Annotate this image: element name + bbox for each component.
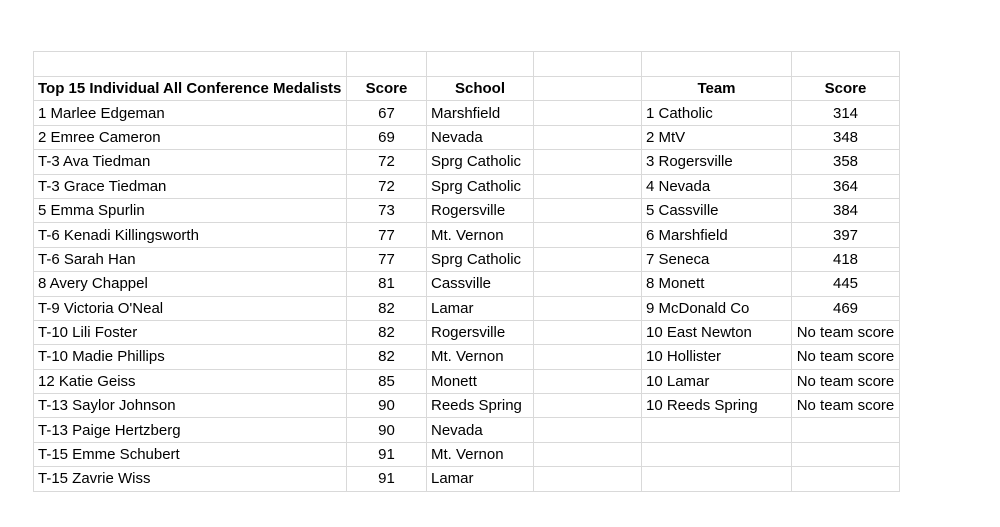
empty-cell[interactable] <box>534 223 642 247</box>
team-score-header[interactable]: Score <box>792 77 900 101</box>
team-score-cell[interactable] <box>792 418 900 442</box>
header-row <box>34 77 900 101</box>
medalist-name-cell[interactable]: 8 Avery Chappel <box>34 272 347 296</box>
medalist-school-cell[interactable]: Lamar <box>427 467 534 491</box>
team-name-cell[interactable]: 7 Seneca <box>642 247 792 271</box>
cell[interactable] <box>347 52 427 77</box>
school-header[interactable]: School <box>427 77 534 101</box>
team-score-cell[interactable]: 348 <box>792 125 900 149</box>
medalist-name-cell[interactable]: 12 Katie Geiss <box>34 369 347 393</box>
empty-cell[interactable] <box>534 198 642 222</box>
medalist-school-cell[interactable]: Rogersville <box>427 198 534 222</box>
empty-cell[interactable] <box>534 369 642 393</box>
team-score-cell[interactable] <box>792 467 900 491</box>
team-name-cell[interactable] <box>642 418 792 442</box>
empty-cell[interactable] <box>534 345 642 369</box>
medalist-school-cell[interactable]: Reeds Spring <box>427 394 534 418</box>
empty-cell[interactable] <box>534 467 642 491</box>
medalist-name-cell[interactable]: 5 Emma Spurlin <box>34 198 347 222</box>
table-row <box>34 369 900 393</box>
team-score-cell[interactable]: 397 <box>792 223 900 247</box>
table-row <box>34 272 900 296</box>
medalist-score-cell[interactable]: 72 <box>347 174 427 198</box>
team-name-cell[interactable]: 3 Rogersville <box>642 150 792 174</box>
medalist-score-cell[interactable]: 69 <box>347 125 427 149</box>
medalist-name-cell[interactable]: 1 Marlee Edgeman <box>34 101 347 125</box>
team-score-cell[interactable]: 364 <box>792 174 900 198</box>
team-name-cell[interactable]: 2 MtV <box>642 125 792 149</box>
medalist-school-cell[interactable]: Marshfield <box>427 101 534 125</box>
table-row <box>34 125 900 149</box>
cell[interactable] <box>427 52 534 77</box>
medalist-name-cell[interactable]: 2 Emree Cameron <box>34 125 347 149</box>
results-spreadsheet <box>33 51 900 492</box>
medalist-school-cell[interactable]: Cassville <box>427 272 534 296</box>
medalist-name-cell[interactable]: T-9 Victoria O'Neal <box>34 296 347 320</box>
team-score-cell[interactable]: 314 <box>792 101 900 125</box>
table-row <box>34 223 900 247</box>
table-row <box>34 418 900 442</box>
medalist-score-cell[interactable]: 77 <box>347 247 427 271</box>
team-score-cell[interactable]: No team score <box>792 320 900 344</box>
empty-header-cell[interactable] <box>534 77 642 101</box>
medalist-school-cell[interactable]: Sprg Catholic <box>427 247 534 271</box>
cell[interactable] <box>34 52 347 77</box>
medalist-score-cell[interactable]: 90 <box>347 418 427 442</box>
table-row <box>34 296 900 320</box>
empty-cell[interactable] <box>534 418 642 442</box>
medalist-school-cell[interactable]: Sprg Catholic <box>427 174 534 198</box>
empty-cell[interactable] <box>534 174 642 198</box>
medalist-name-cell[interactable]: T-6 Kenadi Killingsworth <box>34 223 347 247</box>
medalist-school-cell[interactable]: Nevada <box>427 125 534 149</box>
team-name-cell[interactable] <box>642 467 792 491</box>
medalist-score-cell[interactable]: 91 <box>347 467 427 491</box>
empty-cell[interactable] <box>534 394 642 418</box>
medalist-score-cell[interactable]: 72 <box>347 150 427 174</box>
medalist-school-cell[interactable]: Lamar <box>427 296 534 320</box>
team-score-cell[interactable]: 445 <box>792 272 900 296</box>
team-name-cell[interactable]: 10 East Newton <box>642 320 792 344</box>
table-row <box>34 394 900 418</box>
team-name-cell[interactable]: 6 Marshfield <box>642 223 792 247</box>
empty-cell[interactable] <box>534 272 642 296</box>
team-score-cell[interactable] <box>792 442 900 466</box>
medalist-score-cell[interactable]: 81 <box>347 272 427 296</box>
medalist-school-cell[interactable]: Mt. Vernon <box>427 442 534 466</box>
medalist-name-cell[interactable]: T-6 Sarah Han <box>34 247 347 271</box>
medalist-score-cell[interactable]: 82 <box>347 296 427 320</box>
medalist-name-cell[interactable]: T-3 Ava Tiedman <box>34 150 347 174</box>
medalist-school-cell[interactable]: Rogersville <box>427 320 534 344</box>
empty-cell[interactable] <box>534 320 642 344</box>
medalist-score-cell[interactable]: 77 <box>347 223 427 247</box>
table-row <box>34 150 900 174</box>
medalist-school-cell[interactable]: Mt. Vernon <box>427 223 534 247</box>
table-row <box>34 467 900 491</box>
medalist-school-cell[interactable]: Monett <box>427 369 534 393</box>
empty-cell[interactable] <box>534 296 642 320</box>
medalist-score-cell[interactable]: 67 <box>347 101 427 125</box>
cell[interactable] <box>642 52 792 77</box>
medalist-score-cell[interactable]: 82 <box>347 320 427 344</box>
cell[interactable] <box>534 52 642 77</box>
team-name-cell[interactable]: 10 Hollister <box>642 345 792 369</box>
spreadsheet-body <box>34 52 900 492</box>
team-score-cell[interactable]: 358 <box>792 150 900 174</box>
table-row <box>34 101 900 125</box>
table-row <box>34 320 900 344</box>
medalist-score-cell[interactable]: 90 <box>347 394 427 418</box>
medalist-school-cell[interactable]: Nevada <box>427 418 534 442</box>
team-score-cell[interactable]: No team score <box>792 345 900 369</box>
medalist-name-cell[interactable]: T-15 Emme Schubert <box>34 442 347 466</box>
medalist-score-cell[interactable]: 85 <box>347 369 427 393</box>
empty-cell[interactable] <box>534 125 642 149</box>
medalist-score-cell[interactable]: 91 <box>347 442 427 466</box>
empty-cell[interactable] <box>534 442 642 466</box>
team-name-cell[interactable]: 10 Reeds Spring <box>642 394 792 418</box>
team-score-cell[interactable]: No team score <box>792 369 900 393</box>
cell[interactable] <box>792 52 900 77</box>
empty-cell[interactable] <box>534 247 642 271</box>
medalist-name-cell[interactable]: T-10 Madie Phillips <box>34 345 347 369</box>
table-row <box>34 345 900 369</box>
medalist-name-cell[interactable]: T-10 Lili Foster <box>34 320 347 344</box>
team-name-cell[interactable]: 5 Cassville <box>642 198 792 222</box>
team-name-cell[interactable]: 1 Catholic <box>642 101 792 125</box>
table-row <box>34 442 900 466</box>
blank-row <box>34 52 900 77</box>
medalist-school-cell[interactable]: Mt. Vernon <box>427 345 534 369</box>
team-name-cell[interactable]: 4 Nevada <box>642 174 792 198</box>
empty-cell[interactable] <box>534 101 642 125</box>
score-header[interactable]: Score <box>347 77 427 101</box>
table-row <box>34 198 900 222</box>
medalist-name-cell[interactable]: T-13 Saylor Johnson <box>34 394 347 418</box>
team-name-cell[interactable]: 10 Lamar <box>642 369 792 393</box>
medalist-score-cell[interactable]: 82 <box>347 345 427 369</box>
medalist-name-cell[interactable]: T-13 Paige Hertzberg <box>34 418 347 442</box>
team-score-cell[interactable]: No team score <box>792 394 900 418</box>
team-header[interactable]: Team <box>642 77 792 101</box>
medalist-name-cell[interactable]: T-3 Grace Tiedman <box>34 174 347 198</box>
medalist-score-cell[interactable]: 73 <box>347 198 427 222</box>
team-name-cell[interactable]: 9 McDonald Co <box>642 296 792 320</box>
team-name-cell[interactable] <box>642 442 792 466</box>
medalist-school-cell[interactable]: Sprg Catholic <box>427 150 534 174</box>
team-score-cell[interactable]: 418 <box>792 247 900 271</box>
team-score-cell[interactable]: 469 <box>792 296 900 320</box>
table-row <box>34 174 900 198</box>
team-score-cell[interactable]: 384 <box>792 198 900 222</box>
medalists-header[interactable]: Top 15 Individual All Conference Medalists <box>34 77 347 101</box>
table-row <box>34 247 900 271</box>
medalist-name-cell[interactable]: T-15 Zavrie Wiss <box>34 467 347 491</box>
team-name-cell[interactable]: 8 Monett <box>642 272 792 296</box>
empty-cell[interactable] <box>534 150 642 174</box>
